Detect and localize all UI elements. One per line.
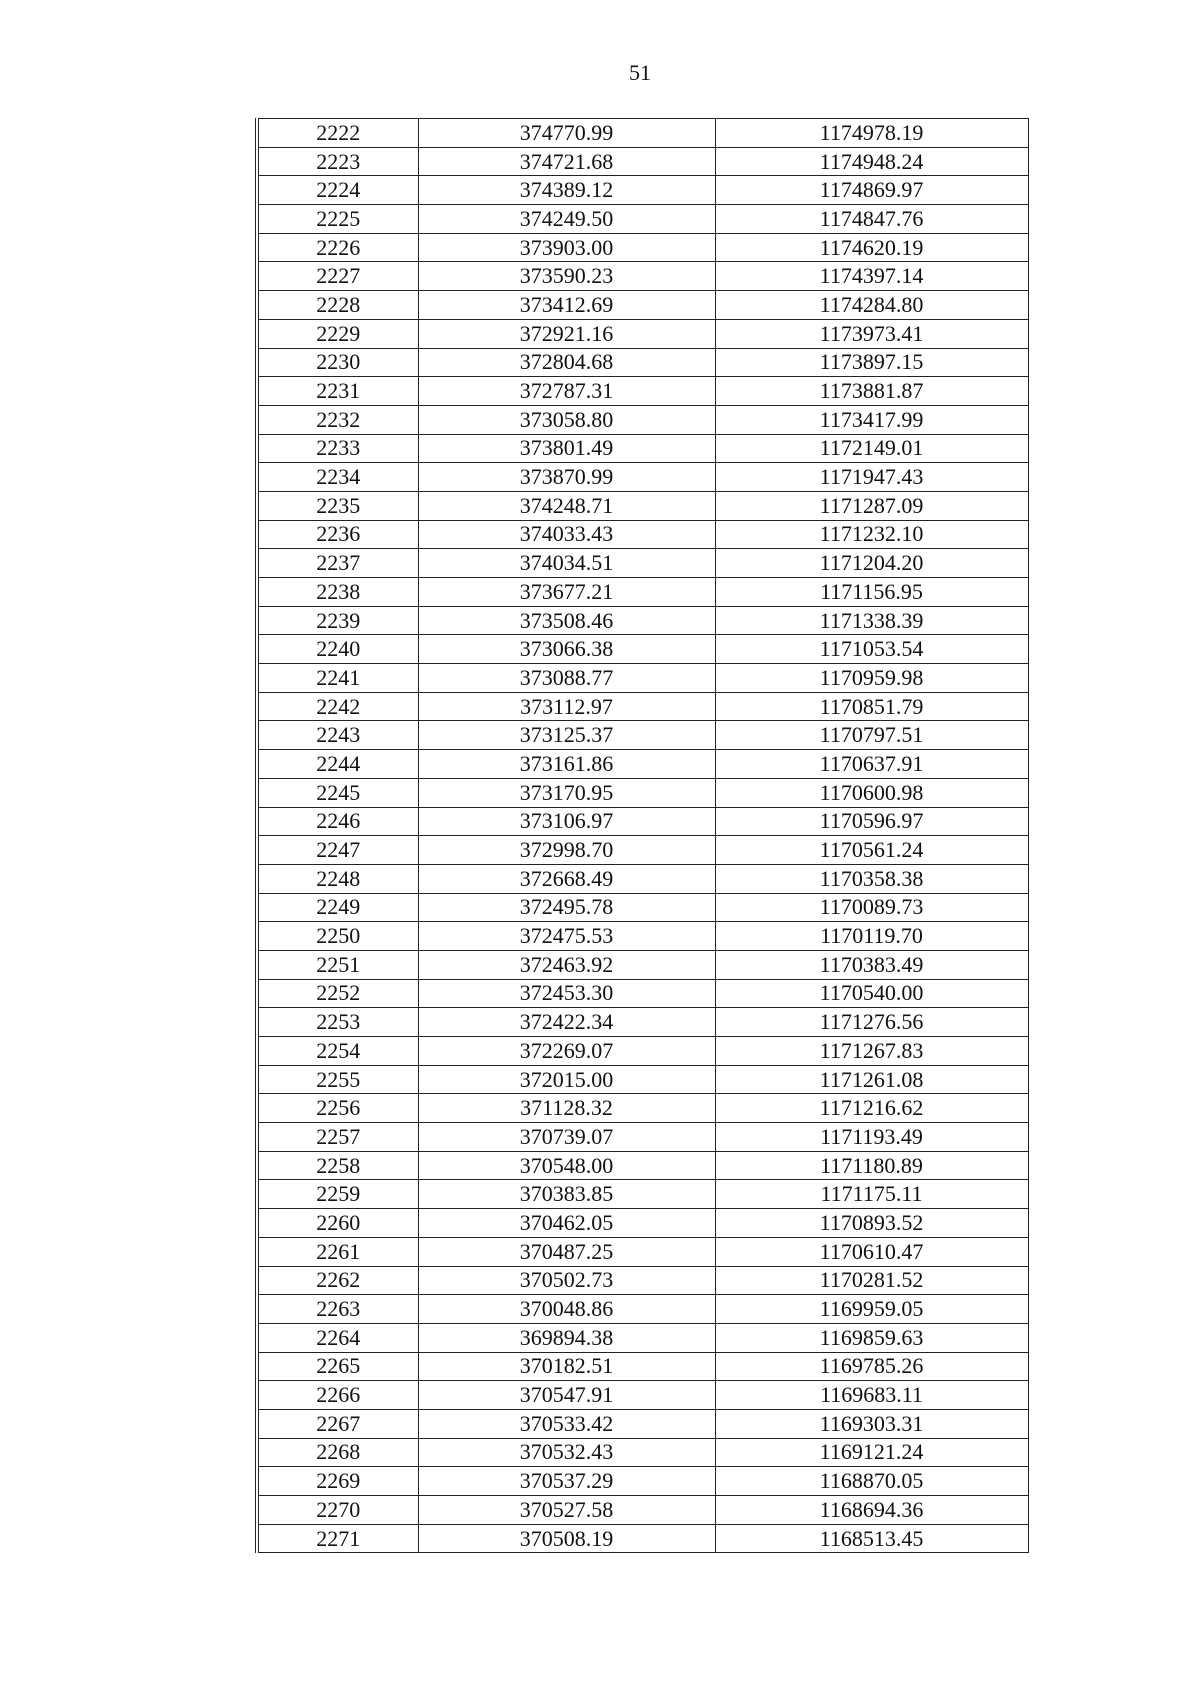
y-coordinate-cell: 1171216.62 bbox=[715, 1094, 1028, 1123]
point-number-cell: 2258 bbox=[257, 1151, 418, 1180]
point-number-cell: 2255 bbox=[257, 1065, 418, 1094]
y-coordinate-cell: 1171193.49 bbox=[715, 1123, 1028, 1152]
table-row bbox=[257, 1438, 1028, 1467]
table-row bbox=[257, 836, 1028, 865]
x-coordinate-cell: 373161.86 bbox=[418, 750, 715, 779]
point-number-cell: 2233 bbox=[257, 434, 418, 463]
x-coordinate-cell: 374770.99 bbox=[418, 119, 715, 148]
x-coordinate-cell: 373412.69 bbox=[418, 291, 715, 320]
point-number-cell: 2268 bbox=[257, 1438, 418, 1467]
x-coordinate-cell: 373088.77 bbox=[418, 664, 715, 693]
table-row bbox=[257, 1209, 1028, 1238]
y-coordinate-cell: 1174869.97 bbox=[715, 176, 1028, 205]
y-coordinate-cell: 1171276.56 bbox=[715, 1008, 1028, 1037]
table-row bbox=[257, 377, 1028, 406]
point-number-cell: 2259 bbox=[257, 1180, 418, 1209]
x-coordinate-cell: 370739.07 bbox=[418, 1123, 715, 1152]
x-coordinate-cell: 374721.68 bbox=[418, 147, 715, 176]
table-row bbox=[257, 664, 1028, 693]
table-row bbox=[257, 233, 1028, 262]
point-number-cell: 2238 bbox=[257, 578, 418, 607]
point-number-cell: 2254 bbox=[257, 1037, 418, 1066]
point-number-cell: 2265 bbox=[257, 1352, 418, 1381]
table-row bbox=[257, 1524, 1028, 1553]
x-coordinate-cell: 373066.38 bbox=[418, 635, 715, 664]
table-row bbox=[257, 606, 1028, 635]
point-number-cell: 2271 bbox=[257, 1524, 418, 1553]
point-number-cell: 2262 bbox=[257, 1266, 418, 1295]
y-coordinate-cell: 1172149.01 bbox=[715, 434, 1028, 463]
point-number-cell: 2261 bbox=[257, 1237, 418, 1266]
y-coordinate-cell: 1170358.38 bbox=[715, 864, 1028, 893]
point-number-cell: 2256 bbox=[257, 1094, 418, 1123]
x-coordinate-cell: 373125.37 bbox=[418, 721, 715, 750]
y-coordinate-cell: 1170540.00 bbox=[715, 979, 1028, 1008]
y-coordinate-cell: 1170561.24 bbox=[715, 836, 1028, 865]
point-number-cell: 2245 bbox=[257, 778, 418, 807]
x-coordinate-cell: 370502.73 bbox=[418, 1266, 715, 1295]
y-coordinate-cell: 1171287.09 bbox=[715, 491, 1028, 520]
point-number-cell: 2243 bbox=[257, 721, 418, 750]
point-number-cell: 2225 bbox=[257, 205, 418, 234]
y-coordinate-cell: 1170610.47 bbox=[715, 1237, 1028, 1266]
point-number-cell: 2246 bbox=[257, 807, 418, 836]
x-coordinate-cell: 370182.51 bbox=[418, 1352, 715, 1381]
x-coordinate-cell: 373801.49 bbox=[418, 434, 715, 463]
table-row bbox=[257, 1237, 1028, 1266]
table-row bbox=[257, 778, 1028, 807]
x-coordinate-cell: 372269.07 bbox=[418, 1037, 715, 1066]
x-coordinate-cell: 373870.99 bbox=[418, 463, 715, 492]
table-row bbox=[257, 463, 1028, 492]
table-row bbox=[257, 750, 1028, 779]
point-number-cell: 2260 bbox=[257, 1209, 418, 1238]
table-row bbox=[257, 807, 1028, 836]
table-row bbox=[257, 1352, 1028, 1381]
y-coordinate-cell: 1170893.52 bbox=[715, 1209, 1028, 1238]
point-number-cell: 2229 bbox=[257, 319, 418, 348]
y-coordinate-cell: 1173417.99 bbox=[715, 405, 1028, 434]
point-number-cell: 2230 bbox=[257, 348, 418, 377]
point-number-cell: 2252 bbox=[257, 979, 418, 1008]
x-coordinate-cell: 370537.29 bbox=[418, 1467, 715, 1496]
x-coordinate-cell: 370508.19 bbox=[418, 1524, 715, 1553]
table-row bbox=[257, 950, 1028, 979]
table-row bbox=[257, 491, 1028, 520]
point-number-cell: 2231 bbox=[257, 377, 418, 406]
table-row bbox=[257, 893, 1028, 922]
table-row bbox=[257, 291, 1028, 320]
y-coordinate-cell: 1169683.11 bbox=[715, 1381, 1028, 1410]
point-number-cell: 2244 bbox=[257, 750, 418, 779]
x-coordinate-cell: 372495.78 bbox=[418, 893, 715, 922]
table-row bbox=[257, 1037, 1028, 1066]
y-coordinate-cell: 1169303.31 bbox=[715, 1409, 1028, 1438]
table-row bbox=[257, 348, 1028, 377]
x-coordinate-cell: 370527.58 bbox=[418, 1496, 715, 1525]
x-coordinate-cell: 370533.42 bbox=[418, 1409, 715, 1438]
table-row bbox=[257, 1180, 1028, 1209]
x-coordinate-cell: 374248.71 bbox=[418, 491, 715, 520]
point-number-cell: 2234 bbox=[257, 463, 418, 492]
point-number-cell: 2269 bbox=[257, 1467, 418, 1496]
point-number-cell: 2223 bbox=[257, 147, 418, 176]
coordinates-table bbox=[255, 118, 1029, 1553]
table-body bbox=[257, 119, 1028, 1553]
point-number-cell: 2263 bbox=[257, 1295, 418, 1324]
y-coordinate-cell: 1171204.20 bbox=[715, 549, 1028, 578]
table-row bbox=[257, 1065, 1028, 1094]
point-number-cell: 2228 bbox=[257, 291, 418, 320]
x-coordinate-cell: 372453.30 bbox=[418, 979, 715, 1008]
y-coordinate-cell: 1171232.10 bbox=[715, 520, 1028, 549]
y-coordinate-cell: 1168694.36 bbox=[715, 1496, 1028, 1525]
x-coordinate-cell: 372921.16 bbox=[418, 319, 715, 348]
table-row bbox=[257, 635, 1028, 664]
table-row bbox=[257, 262, 1028, 291]
table-row bbox=[257, 922, 1028, 951]
x-coordinate-cell: 373903.00 bbox=[418, 233, 715, 262]
table-row bbox=[257, 205, 1028, 234]
table-row bbox=[257, 692, 1028, 721]
point-number-cell: 2264 bbox=[257, 1323, 418, 1352]
table-row bbox=[257, 1496, 1028, 1525]
x-coordinate-cell: 371128.32 bbox=[418, 1094, 715, 1123]
y-coordinate-cell: 1173973.41 bbox=[715, 319, 1028, 348]
table-row bbox=[257, 721, 1028, 750]
table-row bbox=[257, 1123, 1028, 1152]
y-coordinate-cell: 1170383.49 bbox=[715, 950, 1028, 979]
y-coordinate-cell: 1170596.97 bbox=[715, 807, 1028, 836]
y-coordinate-cell: 1170119.70 bbox=[715, 922, 1028, 951]
x-coordinate-cell: 373508.46 bbox=[418, 606, 715, 635]
y-coordinate-cell: 1174620.19 bbox=[715, 233, 1028, 262]
x-coordinate-cell: 372787.31 bbox=[418, 377, 715, 406]
y-coordinate-cell: 1171156.95 bbox=[715, 578, 1028, 607]
y-coordinate-cell: 1173881.87 bbox=[715, 377, 1028, 406]
point-number-cell: 2266 bbox=[257, 1381, 418, 1410]
y-coordinate-cell: 1171053.54 bbox=[715, 635, 1028, 664]
x-coordinate-cell: 373677.21 bbox=[418, 578, 715, 607]
y-coordinate-cell: 1174948.24 bbox=[715, 147, 1028, 176]
y-coordinate-cell: 1170600.98 bbox=[715, 778, 1028, 807]
table-row bbox=[257, 1295, 1028, 1324]
table-row bbox=[257, 979, 1028, 1008]
table-row bbox=[257, 405, 1028, 434]
y-coordinate-cell: 1171338.39 bbox=[715, 606, 1028, 635]
y-coordinate-cell: 1170089.73 bbox=[715, 893, 1028, 922]
y-coordinate-cell: 1174284.80 bbox=[715, 291, 1028, 320]
point-number-cell: 2226 bbox=[257, 233, 418, 262]
table-row bbox=[257, 1008, 1028, 1037]
y-coordinate-cell: 1171180.89 bbox=[715, 1151, 1028, 1180]
table-row bbox=[257, 549, 1028, 578]
table-row bbox=[257, 176, 1028, 205]
x-coordinate-cell: 370383.85 bbox=[418, 1180, 715, 1209]
x-coordinate-cell: 370462.05 bbox=[418, 1209, 715, 1238]
table-row bbox=[257, 119, 1028, 148]
x-coordinate-cell: 370547.91 bbox=[418, 1381, 715, 1410]
point-number-cell: 2249 bbox=[257, 893, 418, 922]
x-coordinate-cell: 373590.23 bbox=[418, 262, 715, 291]
x-coordinate-cell: 373058.80 bbox=[418, 405, 715, 434]
table-row bbox=[257, 864, 1028, 893]
point-number-cell: 2224 bbox=[257, 176, 418, 205]
y-coordinate-cell: 1168870.05 bbox=[715, 1467, 1028, 1496]
y-coordinate-cell: 1169859.63 bbox=[715, 1323, 1028, 1352]
x-coordinate-cell: 369894.38 bbox=[418, 1323, 715, 1352]
x-coordinate-cell: 372998.70 bbox=[418, 836, 715, 865]
point-number-cell: 2253 bbox=[257, 1008, 418, 1037]
x-coordinate-cell: 374249.50 bbox=[418, 205, 715, 234]
table-row bbox=[257, 1151, 1028, 1180]
y-coordinate-cell: 1171175.11 bbox=[715, 1180, 1028, 1209]
y-coordinate-cell: 1168513.45 bbox=[715, 1524, 1028, 1553]
point-number-cell: 2222 bbox=[257, 119, 418, 148]
y-coordinate-cell: 1169121.24 bbox=[715, 1438, 1028, 1467]
x-coordinate-cell: 372463.92 bbox=[418, 950, 715, 979]
page-number: 51 bbox=[629, 60, 651, 85]
x-coordinate-cell: 372668.49 bbox=[418, 864, 715, 893]
point-number-cell: 2242 bbox=[257, 692, 418, 721]
table-row bbox=[257, 319, 1028, 348]
table-row bbox=[257, 1323, 1028, 1352]
point-number-cell: 2257 bbox=[257, 1123, 418, 1152]
point-number-cell: 2267 bbox=[257, 1409, 418, 1438]
point-number-cell: 2235 bbox=[257, 491, 418, 520]
x-coordinate-cell: 374034.51 bbox=[418, 549, 715, 578]
table-row bbox=[257, 147, 1028, 176]
y-coordinate-cell: 1170851.79 bbox=[715, 692, 1028, 721]
x-coordinate-cell: 370532.43 bbox=[418, 1438, 715, 1467]
table-row bbox=[257, 578, 1028, 607]
x-coordinate-cell: 374033.43 bbox=[418, 520, 715, 549]
y-coordinate-cell: 1171947.43 bbox=[715, 463, 1028, 492]
point-number-cell: 2232 bbox=[257, 405, 418, 434]
y-coordinate-cell: 1173897.15 bbox=[715, 348, 1028, 377]
x-coordinate-cell: 372015.00 bbox=[418, 1065, 715, 1094]
x-coordinate-cell: 370548.00 bbox=[418, 1151, 715, 1180]
point-number-cell: 2237 bbox=[257, 549, 418, 578]
y-coordinate-cell: 1171261.08 bbox=[715, 1065, 1028, 1094]
point-number-cell: 2250 bbox=[257, 922, 418, 951]
y-coordinate-cell: 1170637.91 bbox=[715, 750, 1028, 779]
y-coordinate-cell: 1171267.83 bbox=[715, 1037, 1028, 1066]
table-row bbox=[257, 1266, 1028, 1295]
table-row bbox=[257, 1467, 1028, 1496]
table-row bbox=[257, 434, 1028, 463]
x-coordinate-cell: 373106.97 bbox=[418, 807, 715, 836]
x-coordinate-cell: 373112.97 bbox=[418, 692, 715, 721]
table-row bbox=[257, 1409, 1028, 1438]
x-coordinate-cell: 374389.12 bbox=[418, 176, 715, 205]
x-coordinate-cell: 370487.25 bbox=[418, 1237, 715, 1266]
x-coordinate-cell: 372422.34 bbox=[418, 1008, 715, 1037]
y-coordinate-cell: 1170281.52 bbox=[715, 1266, 1028, 1295]
point-number-cell: 2240 bbox=[257, 635, 418, 664]
point-number-cell: 2227 bbox=[257, 262, 418, 291]
y-coordinate-cell: 1170959.98 bbox=[715, 664, 1028, 693]
y-coordinate-cell: 1169959.05 bbox=[715, 1295, 1028, 1324]
y-coordinate-cell: 1169785.26 bbox=[715, 1352, 1028, 1381]
table-row bbox=[257, 1094, 1028, 1123]
x-coordinate-cell: 370048.86 bbox=[418, 1295, 715, 1324]
point-number-cell: 2247 bbox=[257, 836, 418, 865]
point-number-cell: 2236 bbox=[257, 520, 418, 549]
x-coordinate-cell: 372475.53 bbox=[418, 922, 715, 951]
y-coordinate-cell: 1170797.51 bbox=[715, 721, 1028, 750]
point-number-cell: 2239 bbox=[257, 606, 418, 635]
point-number-cell: 2248 bbox=[257, 864, 418, 893]
y-coordinate-cell: 1174847.76 bbox=[715, 205, 1028, 234]
point-number-cell: 2251 bbox=[257, 950, 418, 979]
x-coordinate-cell: 372804.68 bbox=[418, 348, 715, 377]
y-coordinate-cell: 1174397.14 bbox=[715, 262, 1028, 291]
point-number-cell: 2270 bbox=[257, 1496, 418, 1525]
y-coordinate-cell: 1174978.19 bbox=[715, 119, 1028, 148]
table-row bbox=[257, 520, 1028, 549]
x-coordinate-cell: 373170.95 bbox=[418, 778, 715, 807]
table-row bbox=[257, 1381, 1028, 1410]
point-number-cell: 2241 bbox=[257, 664, 418, 693]
